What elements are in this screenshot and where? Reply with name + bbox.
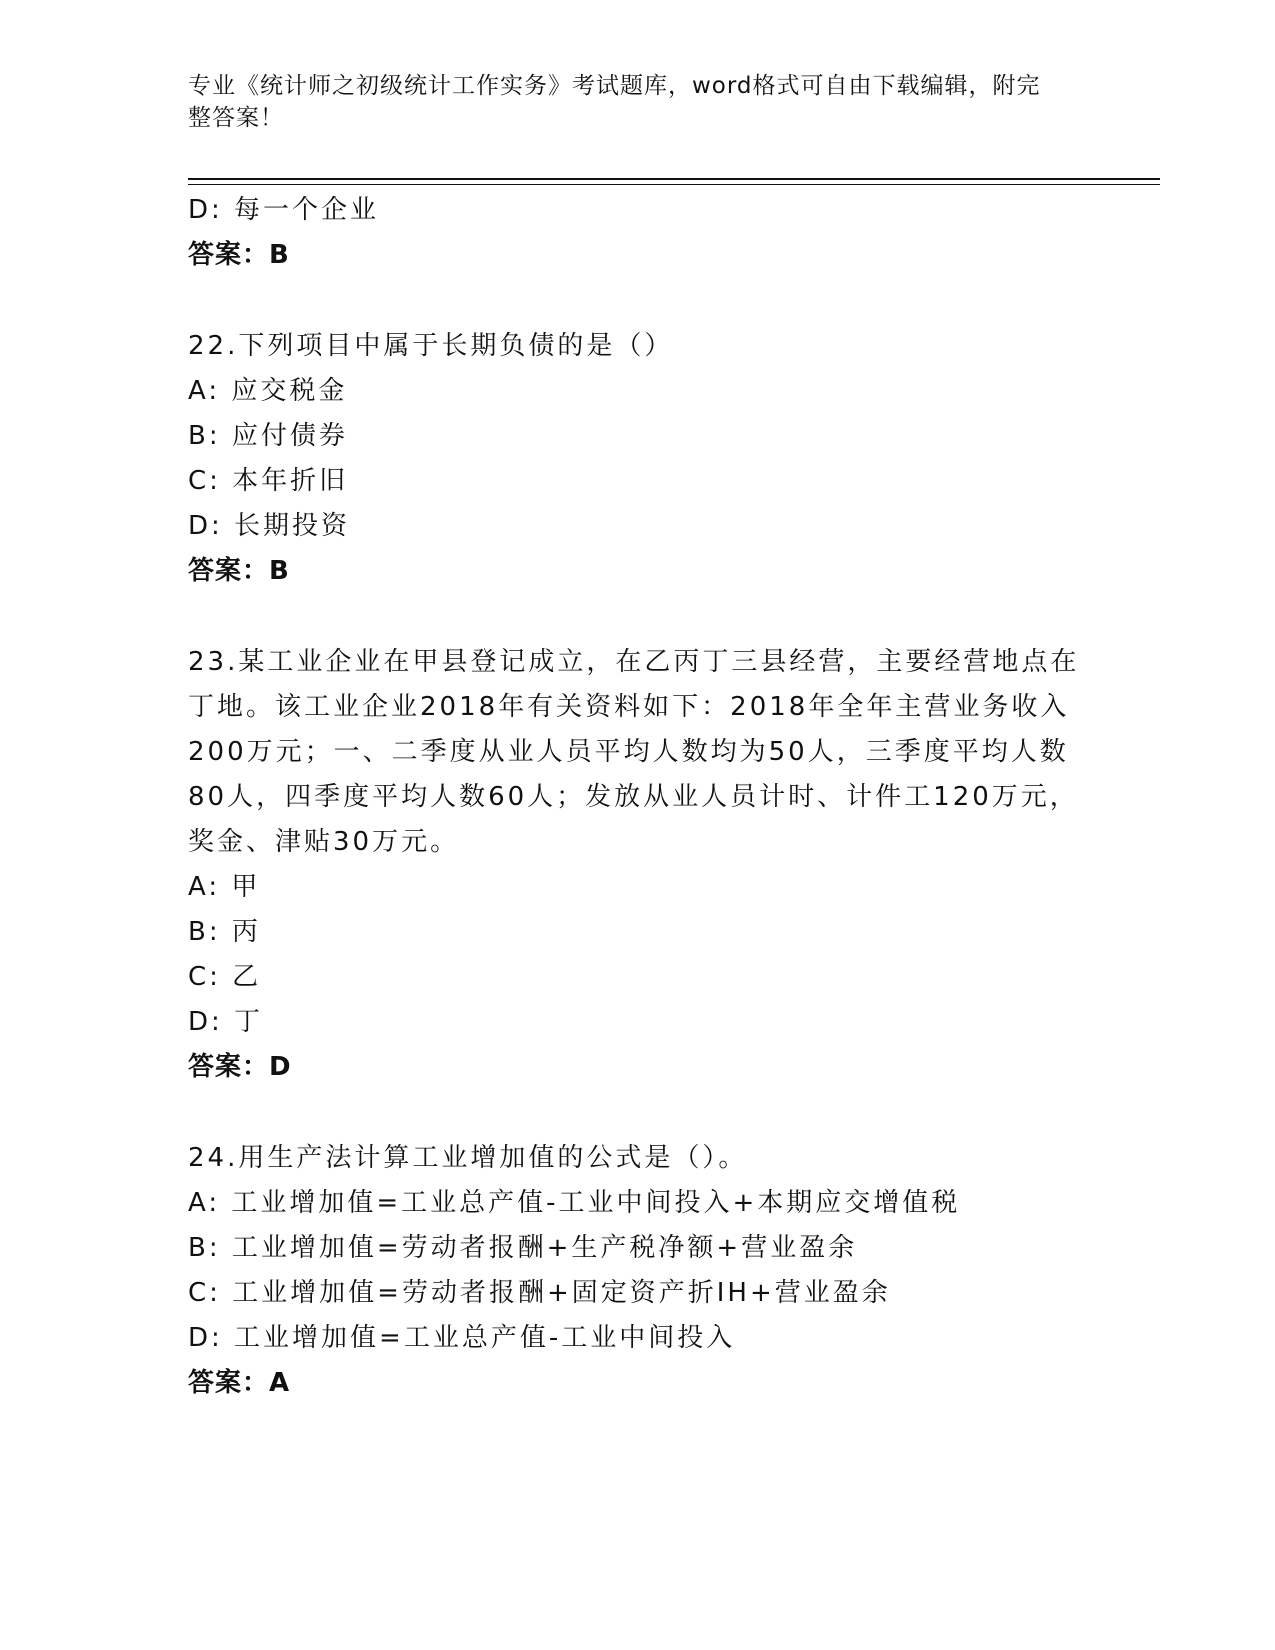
q23-option-d: D: 丁 bbox=[188, 1007, 264, 1037]
q23-stem-line-2: 丁地。该工业企业2018年有关资料如下：2018年全年主营业务收入 bbox=[188, 692, 1070, 722]
q23-stem-line-3: 200万元；一、二季度从业人员平均人数均为50人，三季度平均人数 bbox=[188, 737, 1069, 767]
q22-option-b: B: 应付债券 bbox=[188, 421, 348, 451]
spacer bbox=[188, 278, 1088, 324]
q24-option-c: C: 工业增加值=劳动者报酬+固定资产折IH+营业盈余 bbox=[188, 1278, 891, 1308]
header-rule-thin bbox=[188, 184, 1160, 185]
page-header bbox=[188, 70, 1068, 134]
header-line-1: 专业《统计师之初级统计工作实务》考试题库，word格式可自由下载编辑，附完 bbox=[188, 73, 1041, 99]
q24-stem: 24.用生产法计算工业增加值的公式是（）。 bbox=[188, 1143, 748, 1173]
question-23 bbox=[188, 640, 1088, 1090]
question-21-tail bbox=[188, 188, 1088, 278]
q23-stem-line-1: 23.某工业企业在甲县登记成立，在乙丙丁三县经营，主要经营地点在 bbox=[188, 647, 1080, 677]
q24-option-b: B: 工业增加值=劳动者报酬+生产税净额+营业盈余 bbox=[188, 1233, 858, 1263]
q24-answer: 答案：A bbox=[188, 1368, 291, 1398]
q21-option-d: D: 每一个企业 bbox=[188, 195, 380, 225]
q23-option-c: C: 乙 bbox=[188, 962, 262, 992]
q22-option-c: C: 本年折旧 bbox=[188, 466, 349, 496]
q21-answer: 答案：B bbox=[188, 240, 290, 270]
q23-answer: 答案：D bbox=[188, 1052, 292, 1082]
q24-option-d: D: 工业增加值=工业总产值-工业中间投入 bbox=[188, 1323, 736, 1353]
spacer bbox=[188, 594, 1088, 640]
q22-answer: 答案：B bbox=[188, 556, 290, 586]
q22-option-a: A: 应交税金 bbox=[188, 376, 348, 406]
q23-stem-line-5: 奖金、津贴30万元。 bbox=[188, 827, 460, 857]
q23-option-a: A: 甲 bbox=[188, 872, 261, 902]
question-24 bbox=[188, 1136, 1088, 1406]
q24-option-a: A: 工业增加值=工业总产值-工业中间投入+本期应交增值税 bbox=[188, 1188, 961, 1218]
q22-option-d: D: 长期投资 bbox=[188, 511, 351, 541]
header-line-2: 整答案！ bbox=[188, 105, 284, 131]
q22-stem: 22.下列项目中属于长期负债的是（） bbox=[188, 331, 674, 361]
q23-stem-line-4: 80人，四季度平均人数60人；发放从业人员计时、计件工120万元， bbox=[188, 782, 1079, 812]
question-list bbox=[188, 188, 1088, 1406]
header-rule-thick bbox=[188, 178, 1160, 180]
spacer bbox=[188, 1090, 1088, 1136]
q23-option-b: B: 丙 bbox=[188, 917, 261, 947]
question-22 bbox=[188, 324, 1088, 594]
